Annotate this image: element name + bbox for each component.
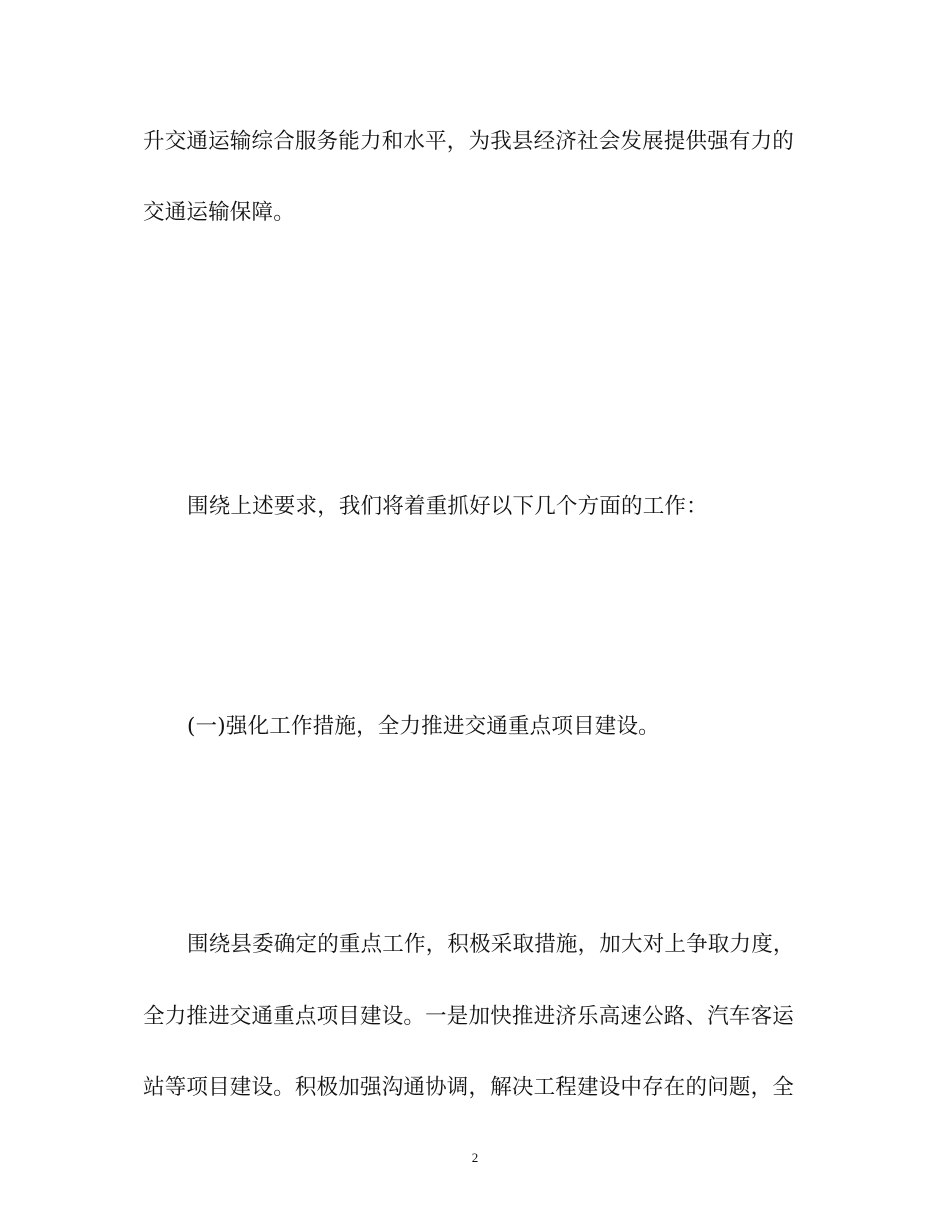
body-paragraph-line-3: 站等项目建设。积极加强沟通协调，解决工程建设中存在的问题，全 (143, 1075, 795, 1100)
body-paragraph-line-1: 围绕县委确定的重点工作，积极采取措施，加大对上争取力度， (187, 932, 795, 957)
paragraph-continuation-line-2: 交通运输保障。 (143, 200, 295, 225)
page-number: 2 (471, 1150, 479, 1165)
section-heading: (一)强化工作措施，全力推进交通重点项目建设。 (187, 714, 660, 739)
paragraph-continuation-line-1: 升交通运输综合服务能力和水平，为我县经济社会发展提供强有力的 (143, 129, 795, 154)
paragraph-intro-line: 围绕上述要求，我们将着重抓好以下几个方面的工作： (187, 494, 708, 519)
body-paragraph-line-2: 全力推进交通重点项目建设。一是加快推进济乐高速公路、汽车客运 (143, 1004, 795, 1029)
